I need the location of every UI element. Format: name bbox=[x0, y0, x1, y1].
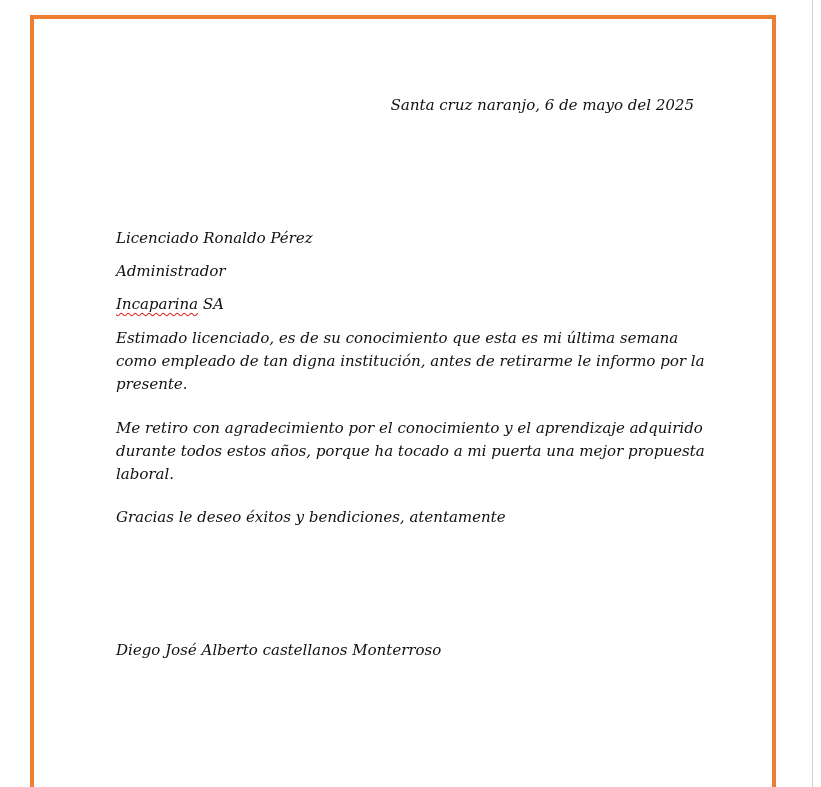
recipient-company bbox=[116, 293, 224, 316]
misspelled-word[interactable]: Incaparina bbox=[116, 295, 199, 313]
recipient-title: Administrador bbox=[116, 262, 226, 280]
paragraph-intro: Estimado licenciado, es de su conocimiento que esta es mi última semana como empleado de tan digna institución, antes de retirarme le informo por la presente. bbox=[116, 329, 705, 393]
date-line: Santa cruz naranjo, 6 de mayo del 2025 bbox=[390, 96, 694, 114]
scrollbar-edge[interactable] bbox=[812, 0, 813, 787]
paragraph-reason: Me retiro con agradecimiento por el conocimiento y el aprendizaje adquirido durante todos estos años, porque ha tocado a mi puerta una mejor propuesta laboral. bbox=[116, 419, 705, 483]
recipient-name: Licenciado Ronaldo Pérez bbox=[116, 229, 313, 247]
signature-name: Diego José Alberto castellanos Monterroso bbox=[116, 641, 442, 659]
closing-line: Gracias le deseo éxitos y bendiciones, atentamente bbox=[116, 508, 506, 526]
company-suffix: SA bbox=[198, 295, 224, 313]
document-page[interactable] bbox=[30, 15, 776, 787]
